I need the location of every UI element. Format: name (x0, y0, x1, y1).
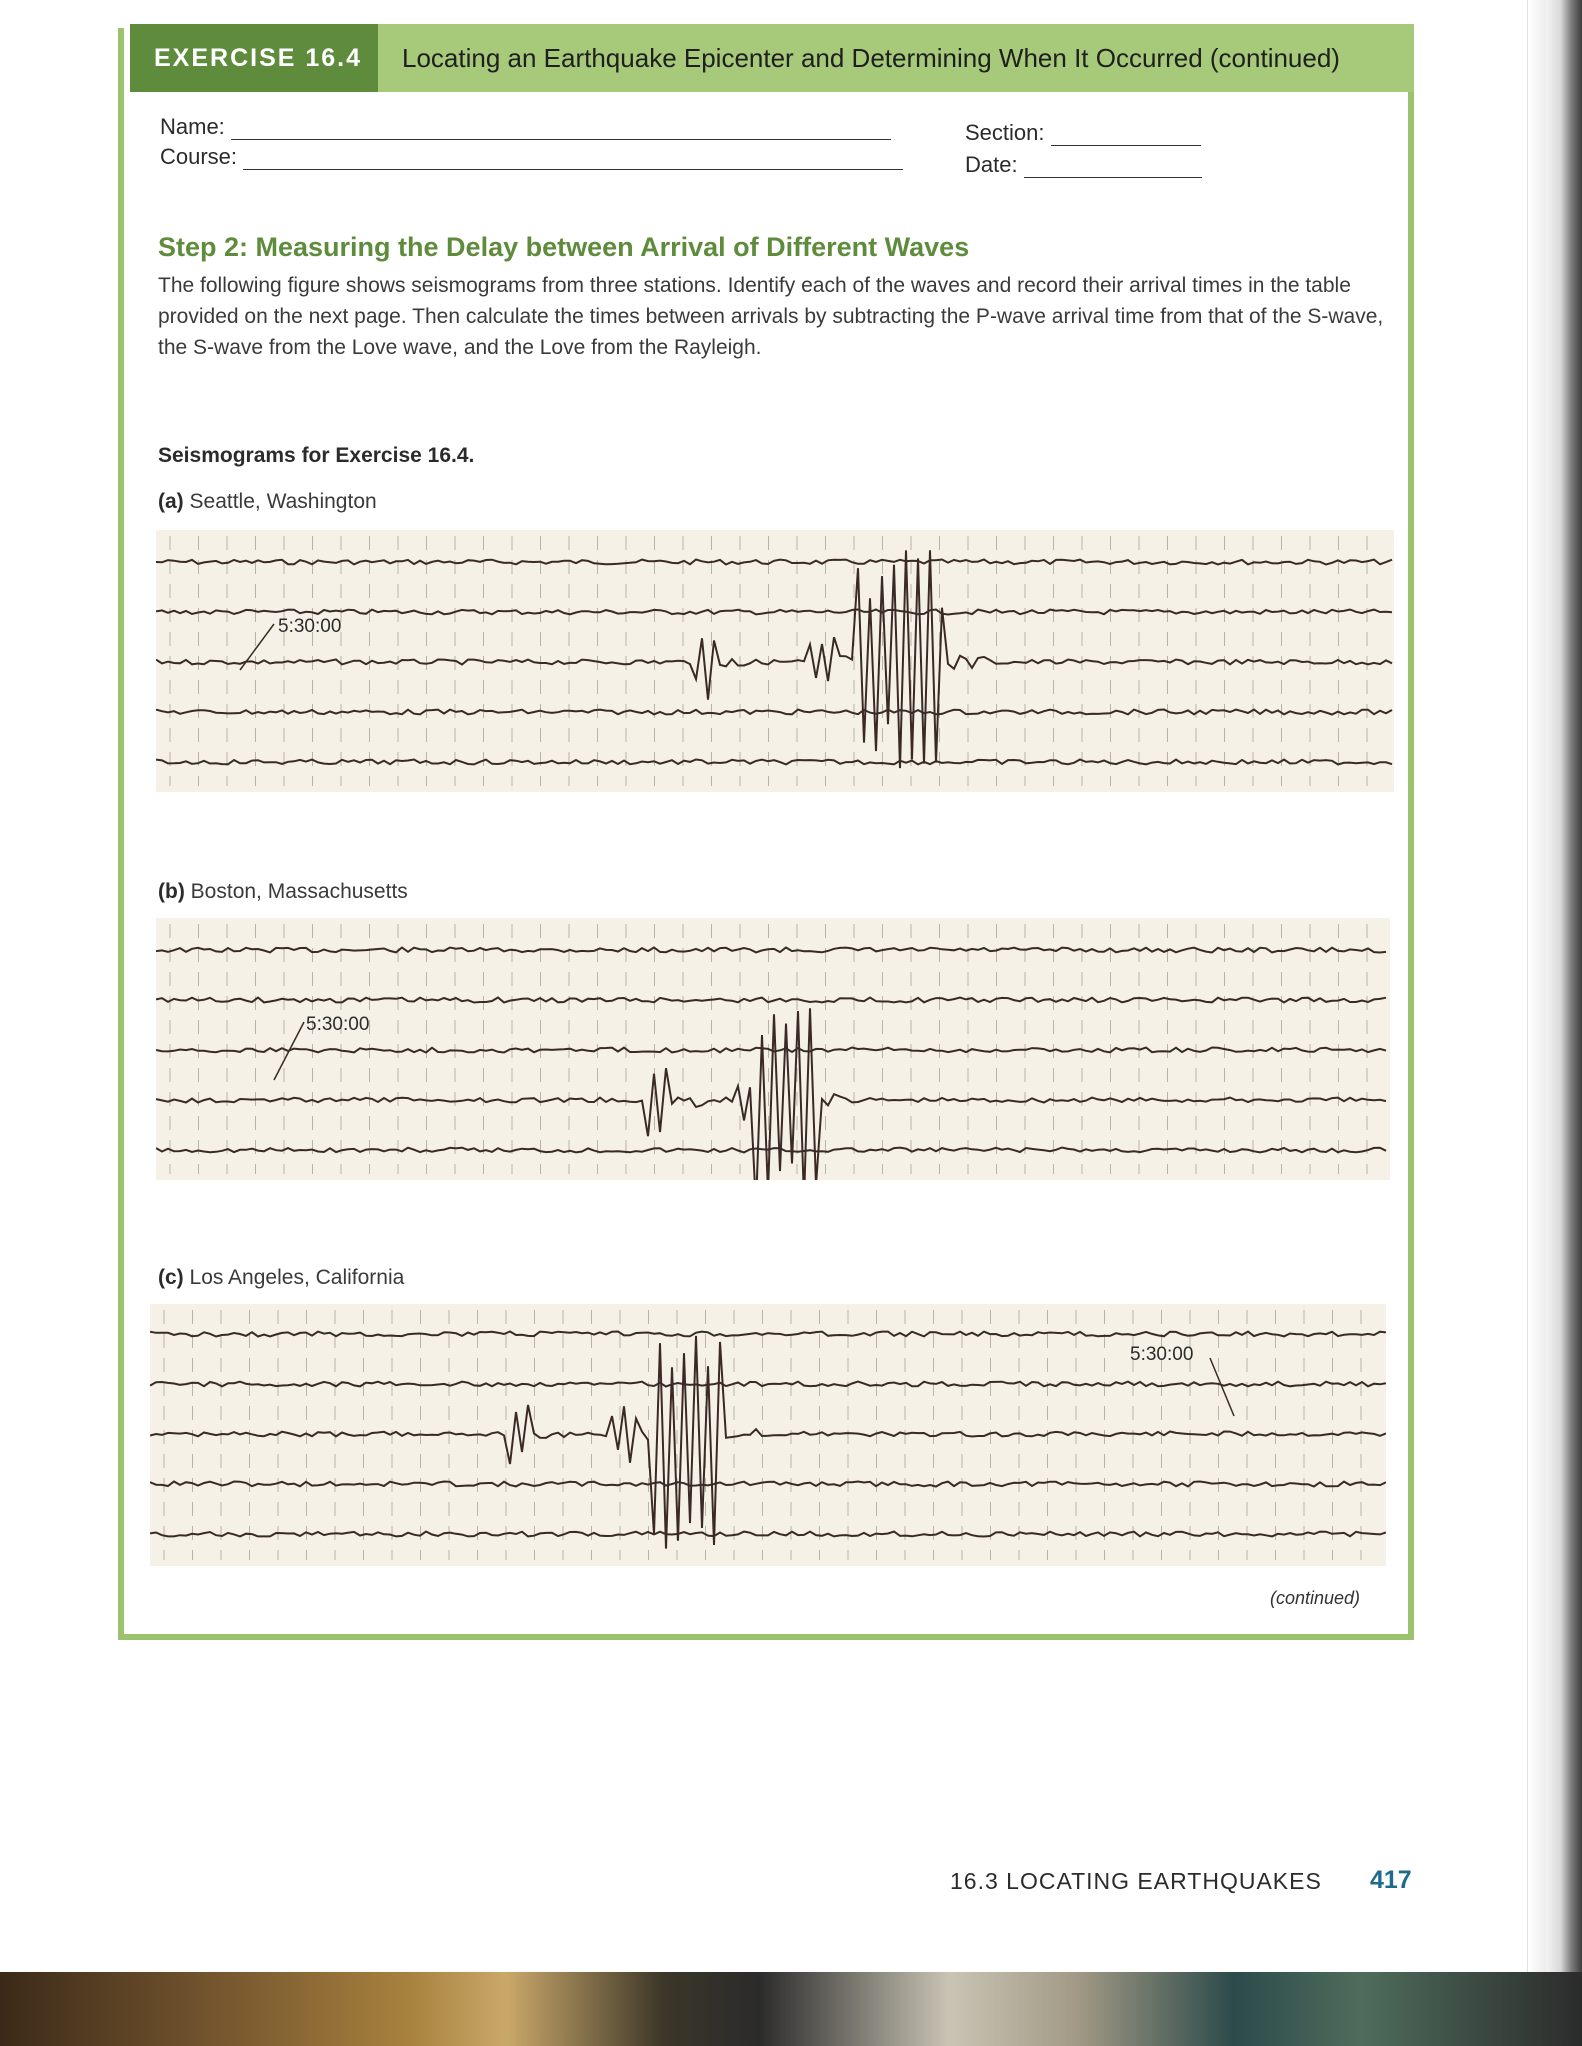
exercise-title: Locating an Earthquake Epicenter and Determining When It Occurred (continued) (402, 43, 1340, 73)
panel-a-letter: (a) (158, 490, 184, 513)
book-cover-strip (0, 1972, 1582, 2046)
panel-b-station: Boston, Massachusetts (190, 880, 408, 903)
seismogram-seattle-plot (156, 530, 1394, 792)
seismogram-boston-plot (156, 918, 1390, 1180)
time-marker-label: 5:30:00 (306, 1014, 370, 1035)
panel-b-letter: (b) (158, 880, 185, 903)
date-line[interactable] (1024, 157, 1202, 178)
time-marker-line (1210, 1358, 1234, 1416)
footer-section-title: 16.3 LOCATING EARTHQUAKES (950, 1868, 1322, 1894)
name-field[interactable] (160, 114, 891, 140)
panel-c-station: Los Angeles, California (189, 1266, 405, 1289)
page-edge (1527, 0, 1546, 1990)
time-marker-label: 5:30:00 (278, 616, 342, 637)
exercise-header (130, 24, 1414, 92)
continued-note: (continued) (1270, 1588, 1361, 1608)
panel-c-letter: (c) (158, 1266, 184, 1289)
panel-b-label (158, 880, 408, 904)
course-label: Course: (160, 144, 238, 169)
section-line[interactable] (1051, 125, 1201, 146)
date-label: Date: (965, 152, 1018, 177)
section-label: Section: (965, 120, 1045, 145)
section-field[interactable] (965, 120, 1201, 146)
course-field[interactable] (160, 144, 903, 170)
seismogram-boston (156, 918, 1390, 1180)
course-line[interactable] (243, 149, 903, 170)
panel-c-label (158, 1266, 404, 1290)
panel-a-station: Seattle, Washington (189, 490, 377, 513)
seismogram-seattle (156, 530, 1394, 792)
name-line[interactable] (231, 119, 891, 140)
step-title: Step 2: Measuring the Delay between Arrival of Different Waves (158, 232, 970, 262)
panel-a-label (158, 490, 377, 514)
name-label: Name: (160, 114, 225, 139)
figure-caption: Seismograms for Exercise 16.4. (158, 444, 475, 467)
date-field[interactable] (965, 152, 1202, 178)
book-spine-shadow (1546, 0, 1582, 2046)
step-instructions: The following figure shows seismograms from three stations. Identify each of the waves and record their arrival times in the table provided on the next page. Then calculate the times between arrivals by subtracting the P-wave arrival time from that of the S-wave, the S-wave from the Love wave, and the Love from the Rayleigh. (158, 274, 1384, 359)
exercise-tag: EXERCISE 16.4 (130, 24, 378, 92)
time-marker-label: 5:30:00 (1130, 1344, 1194, 1365)
seismogram-los-angeles-plot (150, 1304, 1386, 1566)
page-number: 417 (1370, 1866, 1412, 1894)
seismogram-los-angeles (150, 1304, 1386, 1566)
